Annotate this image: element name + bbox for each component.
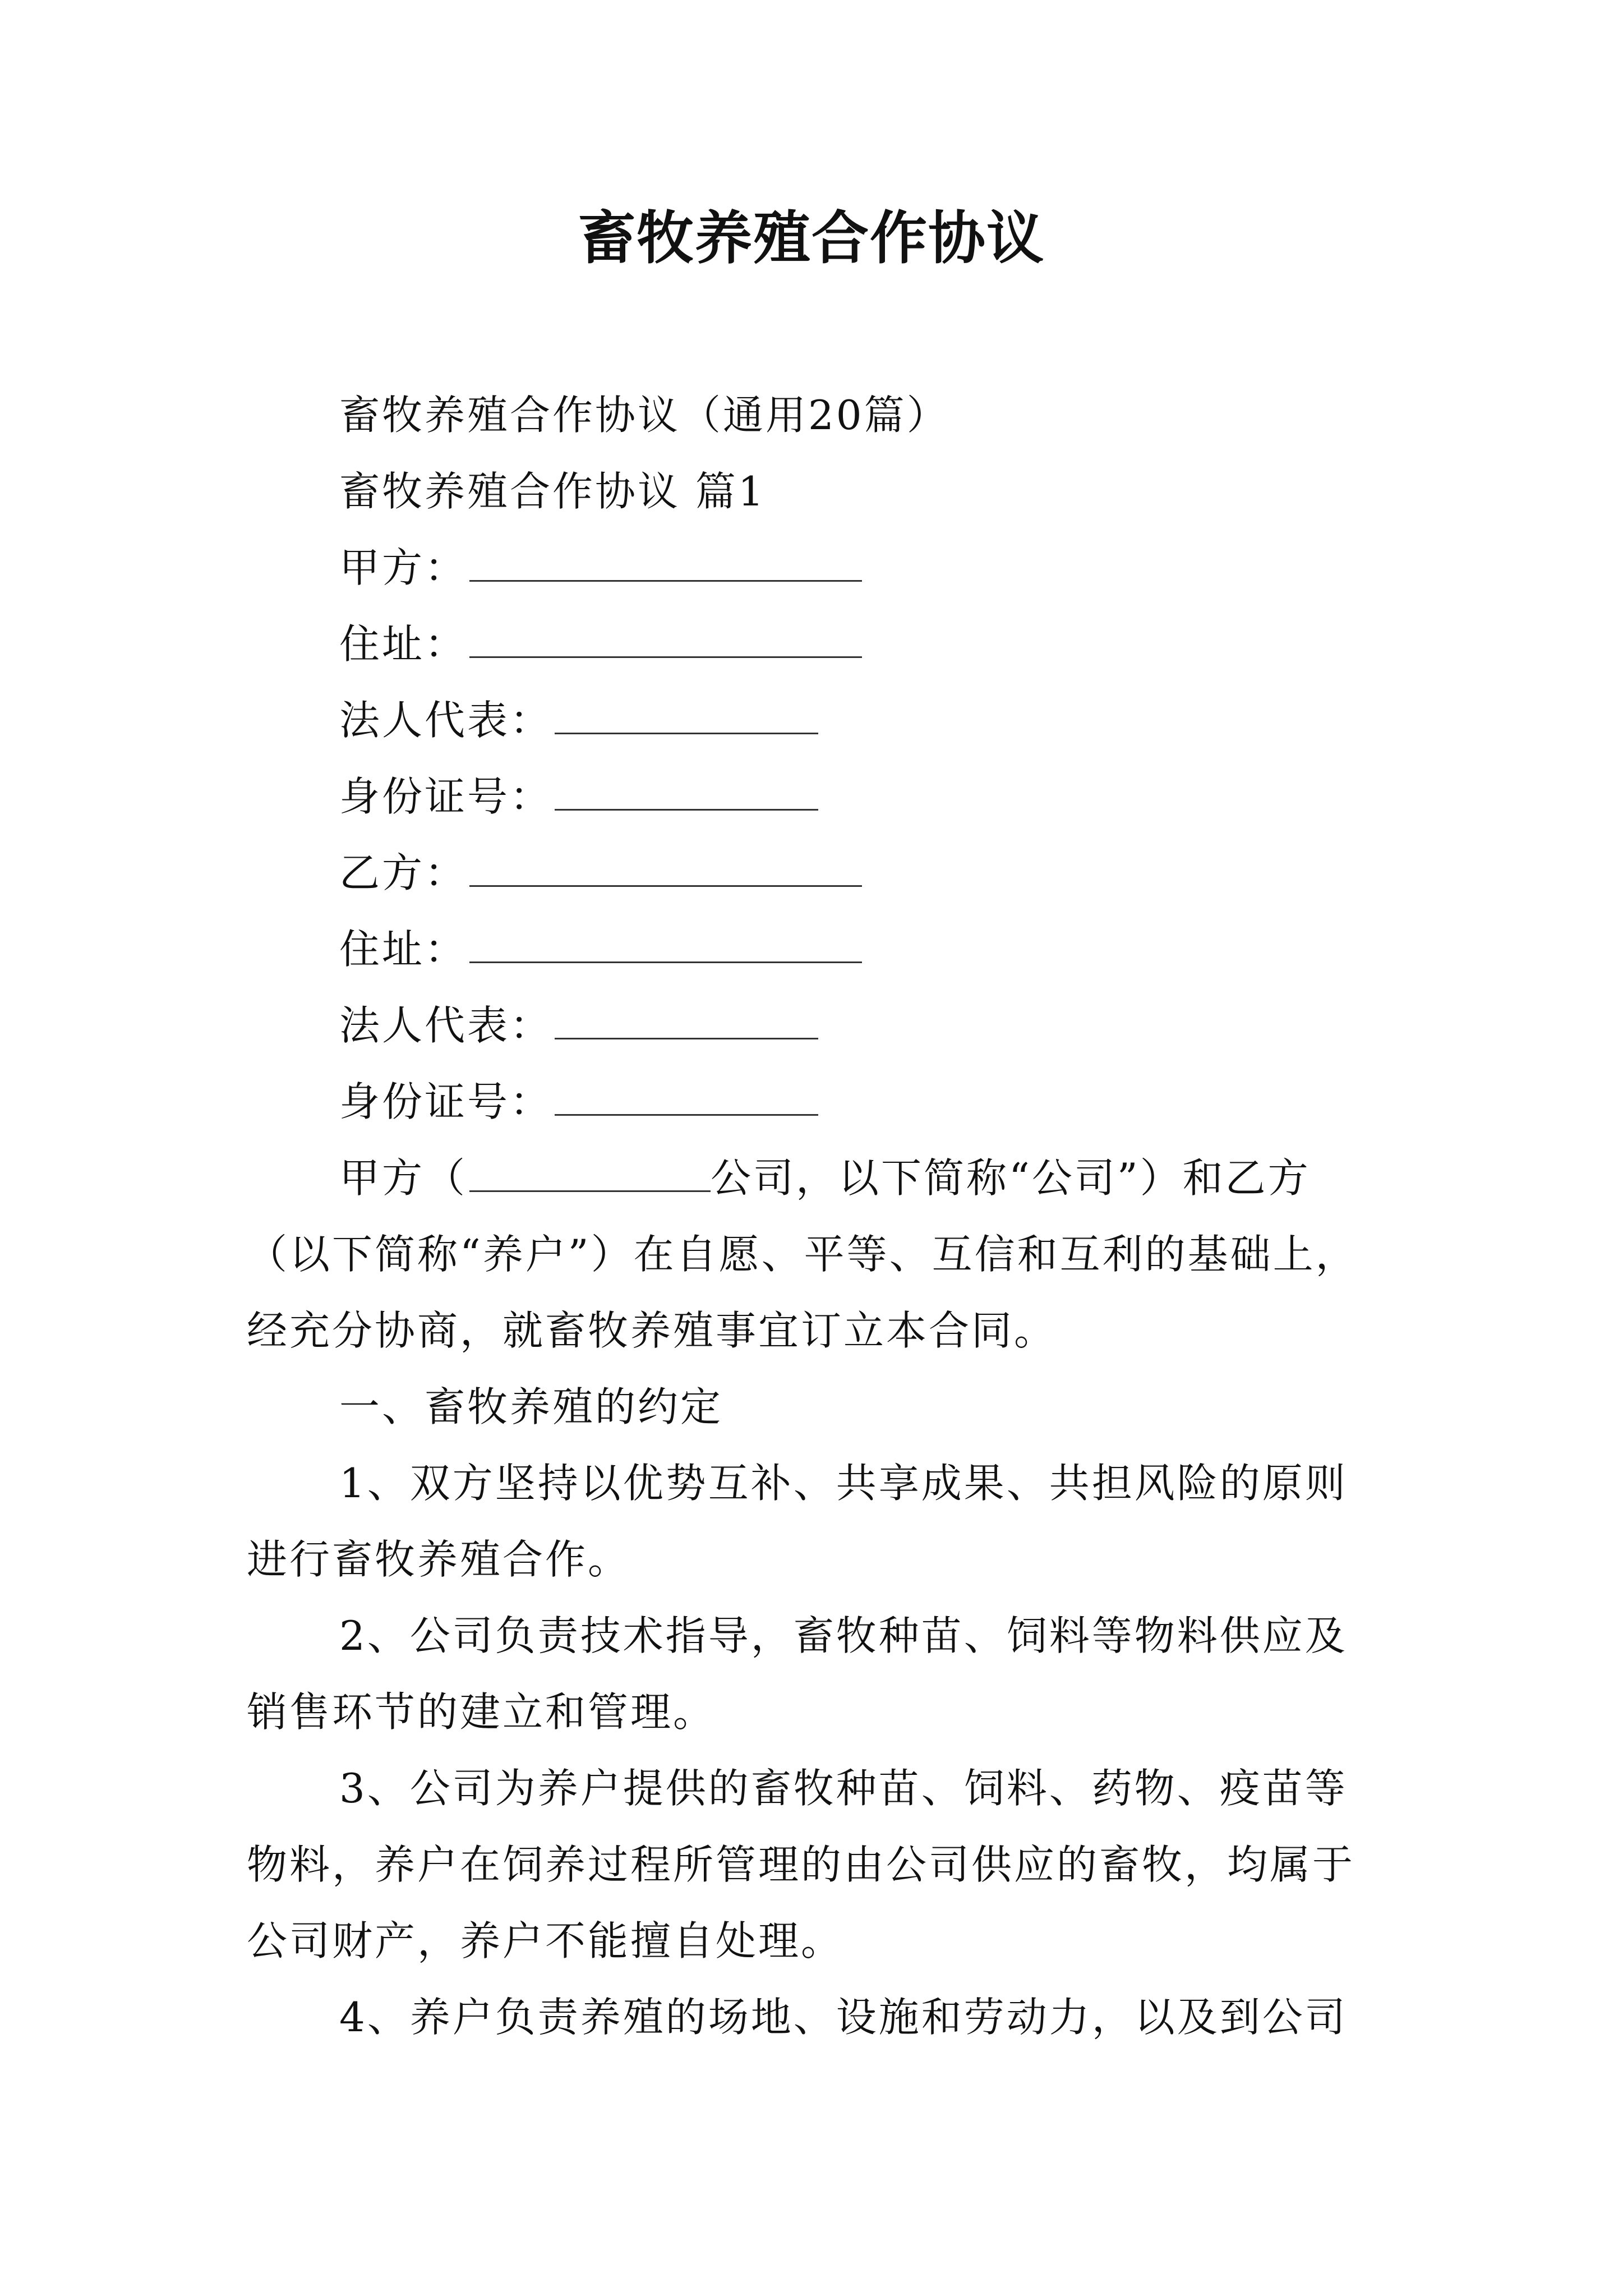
party-a-id-label: 身份证号： [339,773,553,820]
party-a-name-label: 甲方： [339,544,468,591]
intro-line-3: 经充分协商，就畜牧养殖事宜订立本合同。 [247,1307,1057,1354]
party-b-name-blank [469,874,862,887]
party-b-name-row [339,845,862,901]
party-b-id-row [339,1074,818,1130]
party-a-id-row [339,769,818,825]
section-1-heading: 一、畜牧养殖的约定 [339,1383,723,1430]
party-b-legal-rep-blank [555,1027,818,1039]
party-a-name-row [339,540,862,596]
article-heading: 畜牧养殖合作协议 篇1 [339,468,766,515]
intro-prefix: 甲方（ [339,1154,468,1202]
party-b-address-label: 住址： [339,926,468,973]
party-b-address-blank [469,950,862,963]
party-a-address-blank [469,645,862,658]
party-b-id-label: 身份证号： [339,1078,553,1125]
clause-4-line-1: 4、养户负责养殖的场地、设施和劳动力，以及到公司 [339,1994,1348,2041]
clause-1-line-2: 进行畜牧养殖合作。 [247,1536,631,1583]
clause-1-line-1: 1、双方坚持以优势互补、共享成果、共担风险的原则 [339,1460,1348,1507]
party-a-legal-rep-row [339,692,818,748]
clause-3-line-1: 3、公司为养户提供的畜牧种苗、饲料、药物、疫苗等 [339,1765,1348,1812]
clause-2-line-2: 销售环节的建立和管理。 [247,1688,716,1736]
party-a-name-blank [469,569,862,582]
clause-2-line-1: 2、公司负责技术指导，畜牧种苗、饲料等物料供应及 [339,1612,1348,1659]
clause-3-line-2: 物料，养户在饲养过程所管理的由公司供应的畜牧，均属于 [247,1841,1355,1888]
party-a-id-blank [555,798,818,811]
party-b-legal-rep-row [339,997,818,1053]
document-subtitle: 畜牧养殖合作协议（通用20篇） [339,392,949,439]
party-a-legal-rep-blank [555,721,818,734]
party-b-name-label: 乙方： [339,849,468,896]
party-a-address-label: 住址： [339,620,468,668]
document-title: 畜牧养殖合作协议 [578,205,1045,272]
intro-line-2: （以下简称“养户”）在自愿、平等、互信和互利的基础上， [247,1231,1358,1278]
party-b-id-blank [555,1103,818,1116]
party-b-address-row [339,921,862,977]
party-a-legal-rep-label: 法人代表： [339,697,553,744]
intro-suffix: 公司，以下简称“公司”）和乙方 [711,1154,1311,1202]
party-b-legal-rep-label: 法人代表： [339,1002,553,1049]
company-name-blank [469,1179,711,1192]
intro-line-1 [339,1150,1311,1206]
clause-3-line-3: 公司财产，养户不能擅自处理。 [247,1917,844,1964]
party-a-address-row [339,616,862,672]
